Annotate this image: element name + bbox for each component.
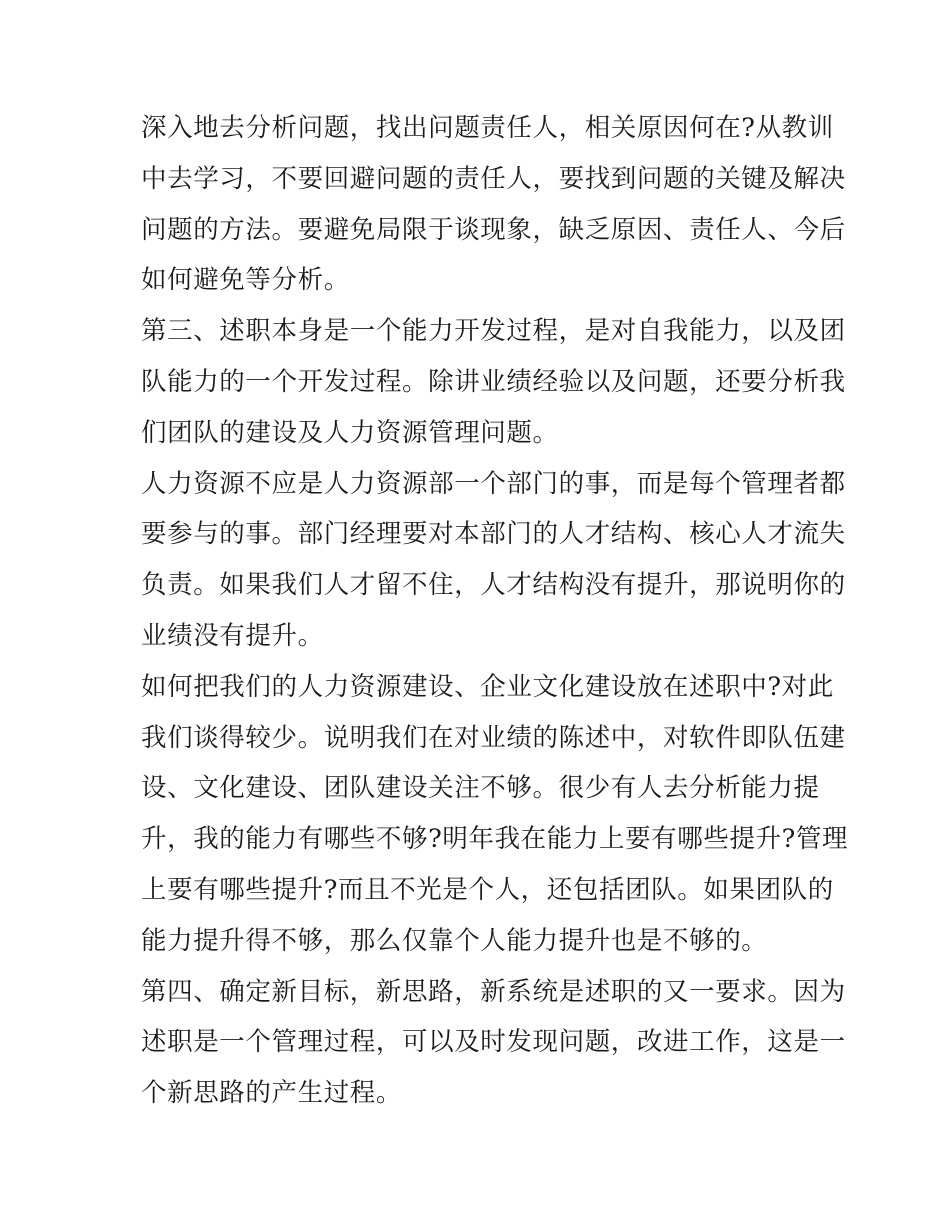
text-line: 升，我的能力有哪些不够?明年我在能力上要有哪些提升?管理: [141, 824, 849, 855]
paragraph-culture-building: [141, 662, 849, 967]
text-line: 如何把我们的人力资源建设、企业文化建设放在述职中?对此: [141, 671, 834, 702]
text-line: 第四、确定新目标，新思路，新系统是述职的又一要求。因为: [141, 976, 846, 1007]
text-line: 个新思路的产生过程。: [141, 1078, 403, 1109]
text-line: 们团队的建设及人力资源管理问题。: [141, 417, 559, 448]
text-line: 中去学习，不要回避问题的责任人，要找到问题的关键及解决: [141, 163, 846, 194]
paragraph-problem-analysis: [141, 103, 846, 306]
text-line: 问题的方法。要避免局限于谈现象，缺乏原因、责任人、今后: [141, 214, 846, 245]
document-body: [141, 103, 849, 1119]
text-line: 第三、述职本身是一个能力开发过程，是对自我能力，以及团: [141, 316, 846, 347]
text-line: 人力资源不应是人力资源部一个部门的事，而是每个管理者都: [141, 468, 846, 499]
text-line: 如何避免等分析。: [141, 265, 350, 296]
text-line: 述职是一个管理过程，可以及时发现问题，改进工作，这是一: [141, 1027, 846, 1058]
paragraph-third-point: [141, 306, 846, 458]
text-line: 上要有哪些提升?而且不光是个人，还包括团队。如果团队的: [141, 874, 834, 905]
text-line: 业绩没有提升。: [141, 620, 324, 651]
paragraph-human-resources: [141, 459, 846, 662]
text-line: 我们谈得较少。说明我们在对业绩的陈述中，对软件即队伍建: [141, 722, 846, 753]
text-line: 队能力的一个开发过程。除讲业绩经验以及问题，还要分析我: [141, 366, 846, 397]
text-line: 要参与的事。部门经理要对本部门的人才结构、核心人才流失: [141, 519, 846, 550]
text-line: 设、文化建设、团队建设关注不够。很少有人去分析能力提: [141, 773, 820, 804]
text-line: 深入地去分析问题，找出问题责任人，相关原因何在?从教训: [141, 113, 834, 143]
text-line: 能力提升得不够，那么仅靠个人能力提升也是不够的。: [141, 925, 768, 956]
text-line: 负责。如果我们人才留不住，人才结构没有提升，那说明你的: [141, 570, 846, 601]
paragraph-fourth-point: [141, 967, 846, 1119]
